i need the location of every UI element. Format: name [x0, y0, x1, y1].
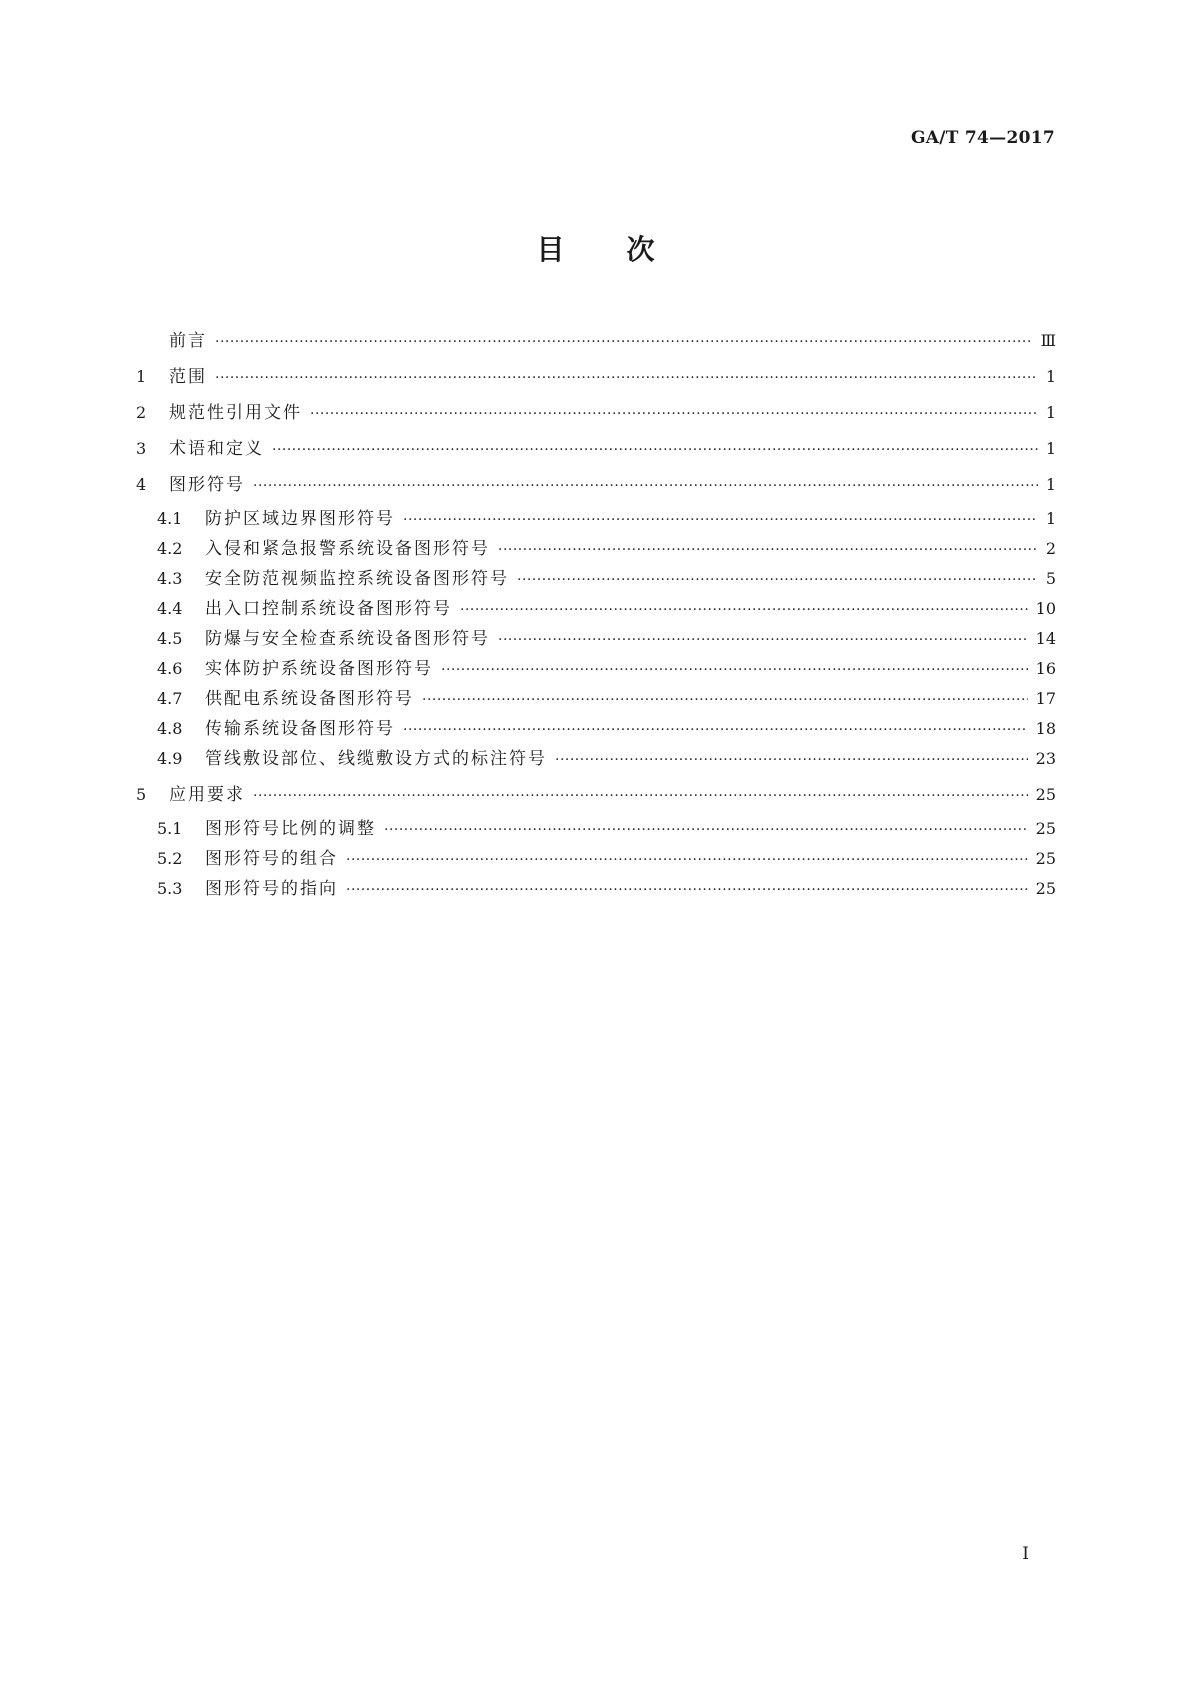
- toc-entry-number: 4.1: [157, 509, 183, 528]
- toc-entry-number: 4: [136, 475, 147, 494]
- toc-entry[interactable]: [136, 844, 1056, 874]
- toc-entry[interactable]: [136, 504, 1056, 534]
- toc-entry-label: 安全防范视频监控系统设备图形符号: [205, 569, 509, 589]
- toc-entry[interactable]: [136, 564, 1056, 594]
- toc-entry-number: 5.2: [157, 849, 183, 868]
- toc-entry-label: 出入口控制系统设备图形符号: [205, 599, 452, 619]
- toc-dot-leader: [441, 662, 1028, 678]
- toc-entry[interactable]: [136, 326, 1056, 356]
- toc-entry-number: 4.4: [157, 599, 183, 618]
- toc-entry-label: 传输系统设备图形符号: [205, 719, 395, 739]
- toc-entry-number: 4.9: [157, 749, 183, 768]
- toc-dot-leader: [272, 442, 1038, 458]
- toc-entry-page: 1: [1045, 403, 1056, 422]
- toc-entry-label: 图形符号比例的调整: [205, 819, 376, 839]
- toc-dot-leader: [215, 370, 1038, 386]
- toc-entry-page: 23: [1035, 749, 1056, 768]
- toc-entry-number: 5: [136, 785, 147, 804]
- toc-dot-leader: [215, 334, 1033, 350]
- toc-dot-leader: [498, 542, 1038, 558]
- toc-entry-page: 25: [1035, 879, 1056, 898]
- toc-dot-leader: [498, 632, 1028, 648]
- toc-entry-label: 防护区域边界图形符号: [205, 509, 395, 529]
- toc-dot-leader: [384, 822, 1028, 838]
- toc-entry-page: 1: [1045, 367, 1056, 386]
- toc-entry[interactable]: [136, 874, 1056, 904]
- toc-entry-page: 18: [1035, 719, 1056, 738]
- toc-entry-page: Ⅲ: [1040, 331, 1056, 350]
- toc-entry-label: 图形符号的组合: [205, 849, 338, 869]
- toc-entry-label: 规范性引用文件: [169, 403, 302, 423]
- toc-entry-page: 16: [1035, 659, 1056, 678]
- toc-entry[interactable]: [136, 398, 1056, 428]
- toc-entry-page: 5: [1045, 569, 1056, 588]
- toc-dot-leader: [517, 572, 1038, 588]
- toc-entry-page: 1: [1045, 439, 1056, 458]
- toc-entry[interactable]: [136, 684, 1056, 714]
- toc-entry-number: 1: [136, 367, 147, 386]
- toc-dot-leader: [460, 602, 1028, 618]
- toc-entry-number: 4.5: [157, 629, 183, 648]
- toc-entry-label: 范围: [169, 367, 207, 387]
- toc-entry-page: 1: [1045, 475, 1056, 494]
- toc-entry-label: 供配电系统设备图形符号: [205, 689, 414, 709]
- toc-entry-page: 14: [1035, 629, 1056, 648]
- toc-entry[interactable]: [136, 654, 1056, 684]
- page-number: Ⅰ: [1022, 1544, 1029, 1564]
- toc-entry[interactable]: [136, 624, 1056, 654]
- toc-entry-number: 4.6: [157, 659, 183, 678]
- toc-entry[interactable]: [136, 534, 1056, 564]
- toc-entry[interactable]: [136, 744, 1056, 774]
- toc-entry[interactable]: [136, 594, 1056, 624]
- toc-entry-label: 入侵和紧急报警系统设备图形符号: [205, 539, 490, 559]
- toc-entry-page: 2: [1045, 539, 1056, 558]
- toc-entry-number: 4.7: [157, 689, 183, 708]
- toc-dot-leader: [253, 478, 1038, 494]
- toc-entry-number: 4.2: [157, 539, 183, 558]
- toc-entry[interactable]: [136, 362, 1056, 392]
- standard-number: GA/T 74—2017: [910, 128, 1055, 148]
- toc-dot-leader: [422, 692, 1028, 708]
- toc-entry-page: 25: [1035, 849, 1056, 868]
- toc-dot-leader: [346, 852, 1028, 868]
- toc-entry[interactable]: [136, 714, 1056, 744]
- toc-entry-label: 管线敷设部位、线缆敷设方式的标注符号: [205, 749, 547, 769]
- page-title: 目次: [536, 233, 717, 266]
- toc-entry[interactable]: [136, 434, 1056, 464]
- toc-entry-label: 实体防护系统设备图形符号: [205, 659, 433, 679]
- toc-entry-page: 1: [1045, 509, 1056, 528]
- toc-entry-number: 4.8: [157, 719, 183, 738]
- toc-entry-number: 5.3: [157, 879, 183, 898]
- toc-entry-page: 17: [1035, 689, 1056, 708]
- toc-entry-label: 图形符号: [169, 475, 245, 495]
- toc-entry-label: 应用要求: [169, 785, 245, 805]
- toc-dot-leader: [403, 512, 1038, 528]
- toc-entry-page: 25: [1035, 785, 1056, 804]
- toc-entry-label: 前言: [169, 331, 207, 351]
- toc-dot-leader: [346, 882, 1028, 898]
- toc-entry-number: 4.3: [157, 569, 183, 588]
- toc-entry-number: 2: [136, 403, 147, 422]
- toc-entry-label: 术语和定义: [169, 439, 264, 459]
- toc-entry-page: 25: [1035, 819, 1056, 838]
- toc-dot-leader: [310, 406, 1038, 422]
- toc-entry-page: 10: [1035, 599, 1056, 618]
- toc-entry-number: 5.1: [157, 819, 183, 838]
- toc-dot-leader: [555, 752, 1028, 768]
- toc-dot-leader: [253, 788, 1028, 804]
- toc-dot-leader: [403, 722, 1028, 738]
- toc-entry-label: 防爆与安全检查系统设备图形符号: [205, 629, 490, 649]
- toc-entry[interactable]: [136, 814, 1056, 844]
- table-of-contents: [136, 326, 1056, 904]
- toc-entry[interactable]: [136, 780, 1056, 810]
- toc-entry[interactable]: [136, 470, 1056, 500]
- toc-entry-label: 图形符号的指向: [205, 879, 338, 899]
- toc-entry-number: 3: [136, 439, 147, 458]
